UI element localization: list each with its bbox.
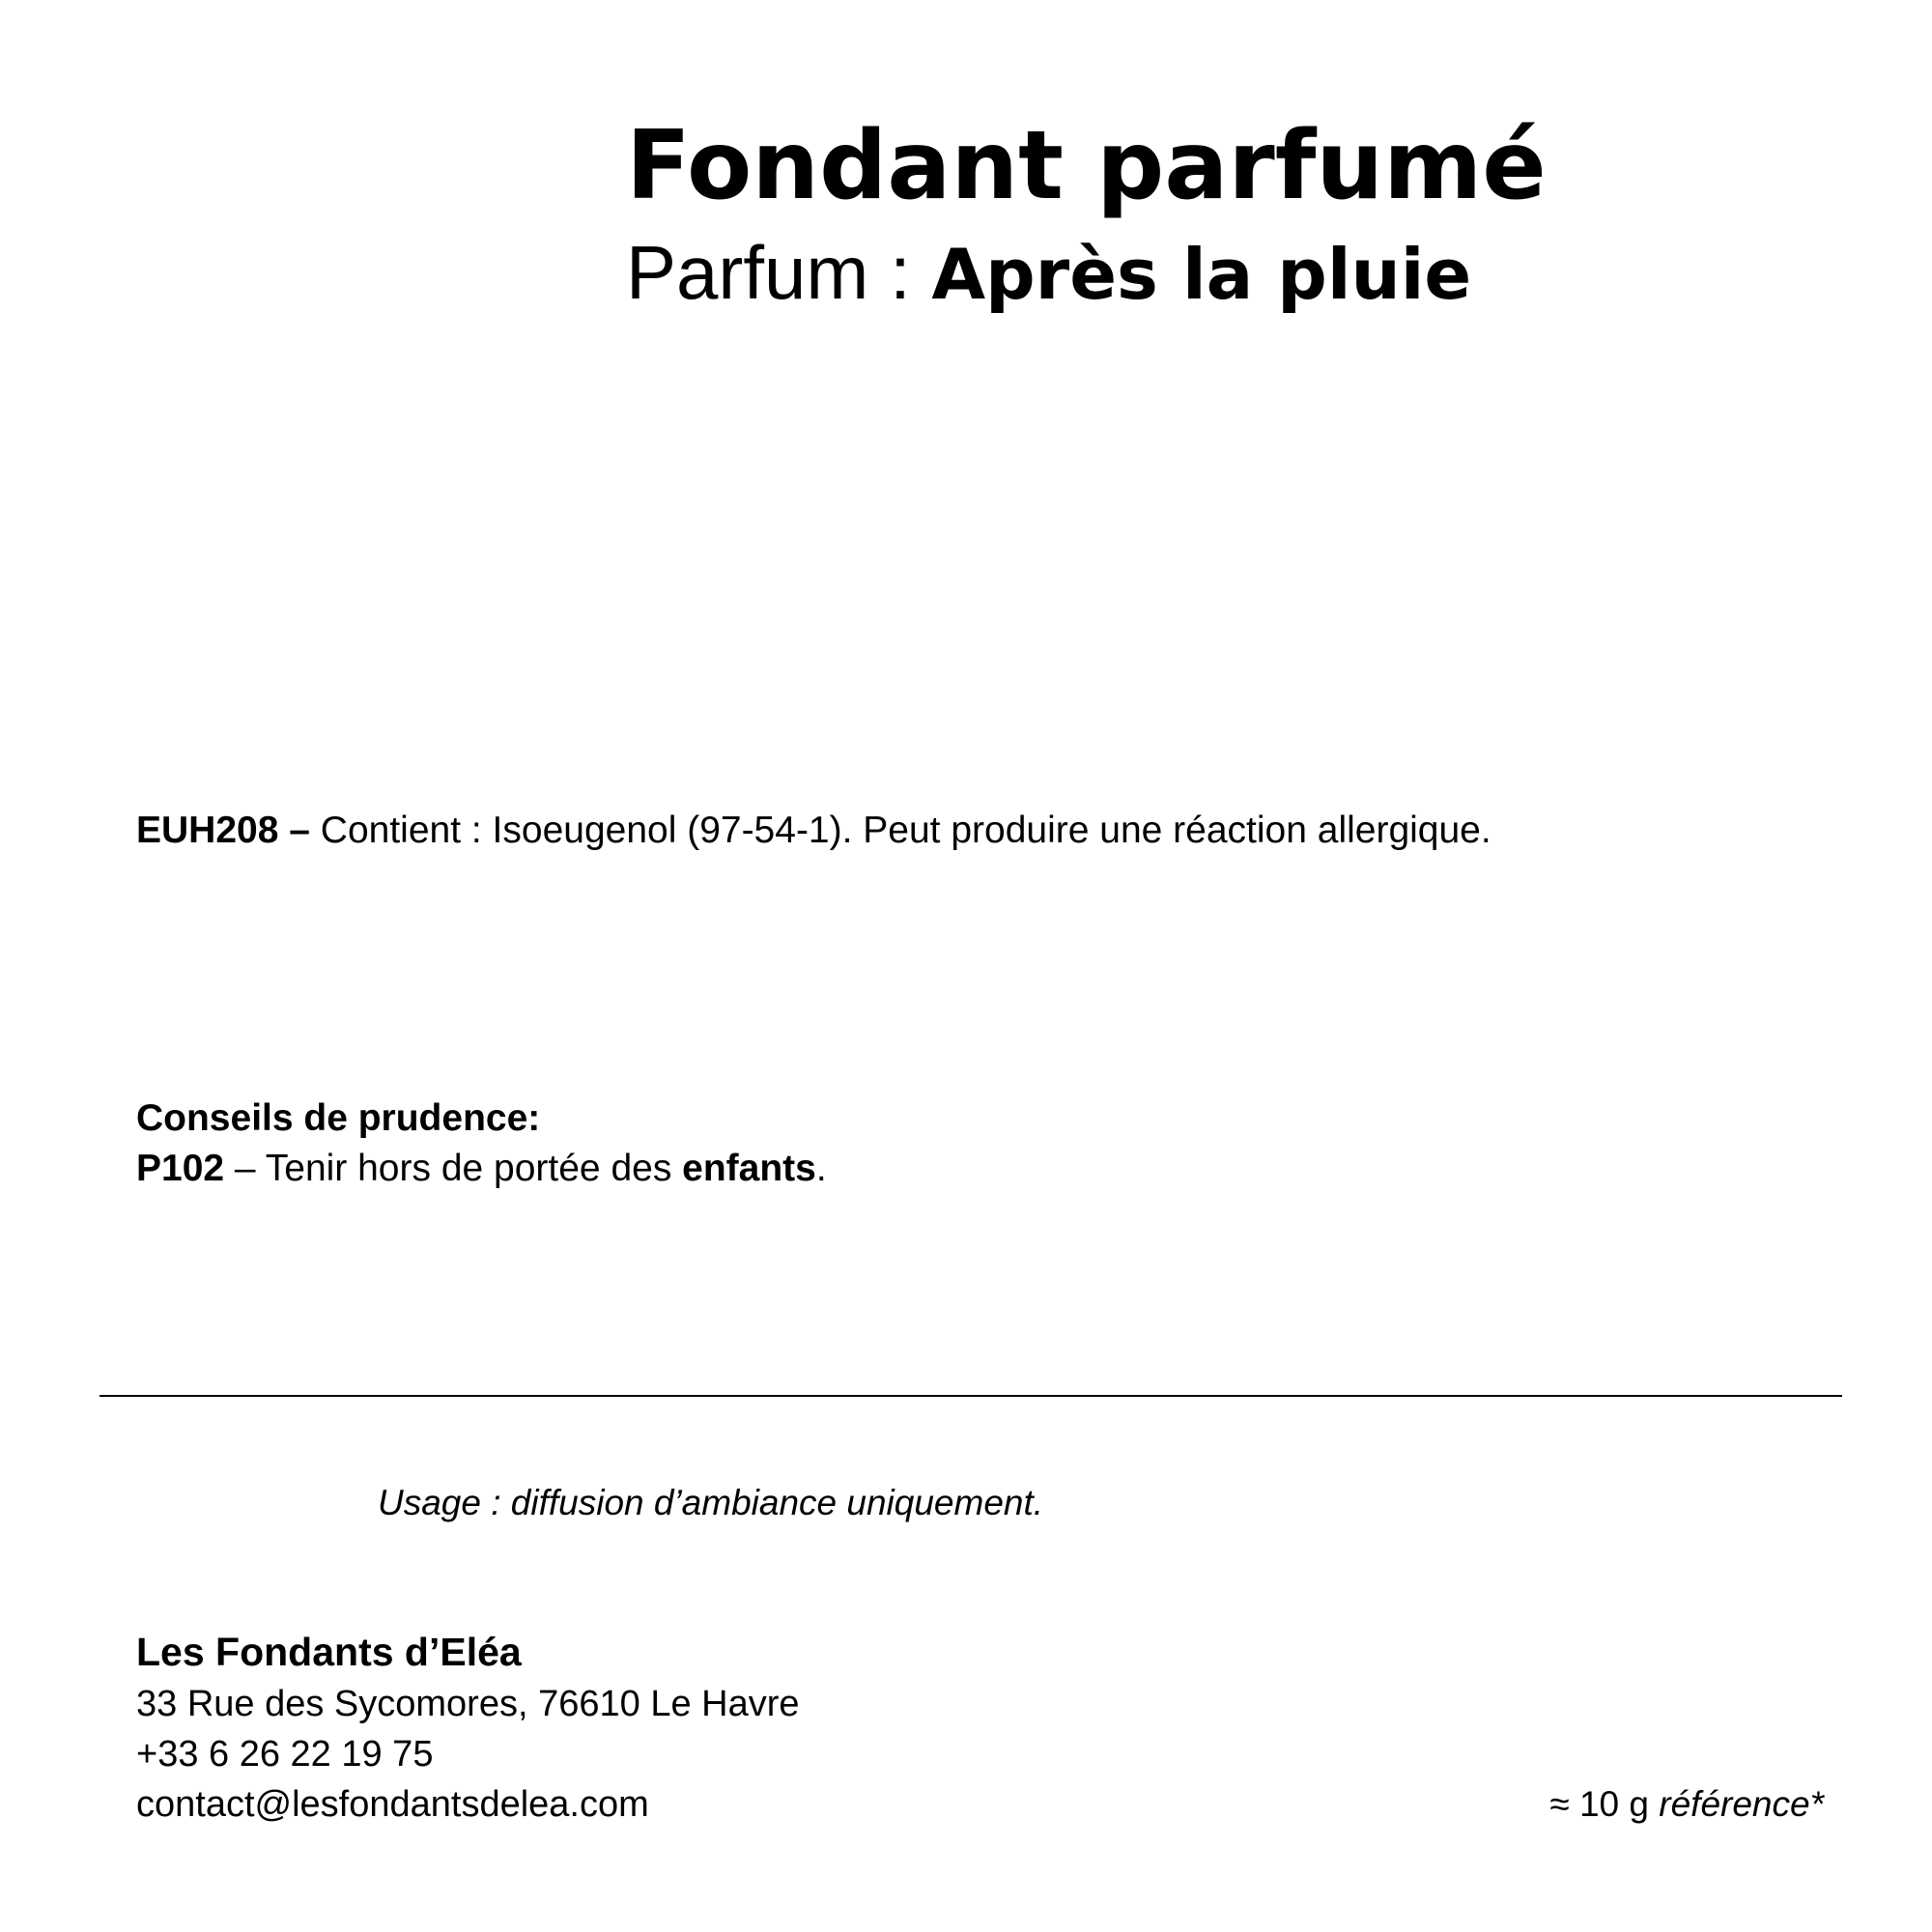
scent-line [626,224,1547,323]
scent-name: Après la pluie [931,234,1472,315]
company-name: Les Fondants d’Eléa [136,1630,522,1674]
hazard-text: Contient : Isoeugenol (97-54-1). Peut produire une réaction allergique. [309,810,1492,851]
company-email: contact@lesfondantsdelea.com [136,1784,649,1825]
precaution-text: – Tenir hors de portée des [224,1148,683,1189]
company-phone: +33 6 26 22 19 75 [136,1734,434,1775]
hazard-code: EUH208 – [136,810,310,851]
title-block [626,108,1547,323]
precaution-heading: Conseils de prudence: [136,1097,541,1139]
company-info [136,1625,800,1830]
weight-info [1549,1781,1824,1828]
precaution-text-end: . [815,1148,827,1189]
product-title: Fondant parfumé [626,111,1547,221]
weight-amount: ≈ 10 g [1549,1784,1660,1824]
company-address: 33 Rue des Sycomores, 76610 Le Havre [136,1684,800,1724]
weight-reference: référence* [1659,1784,1824,1824]
precaution-code: P102 [136,1148,225,1189]
precaution-section [136,1094,827,1194]
scent-prefix: Parfum : [626,230,932,315]
divider [99,1395,1842,1397]
usage-note: Usage : diffusion d’ambiance uniquement. [378,1483,1044,1522]
precaution-line [136,1148,827,1189]
hazard-statement [136,808,1492,854]
precaution-text-bold: enfants [682,1148,816,1189]
